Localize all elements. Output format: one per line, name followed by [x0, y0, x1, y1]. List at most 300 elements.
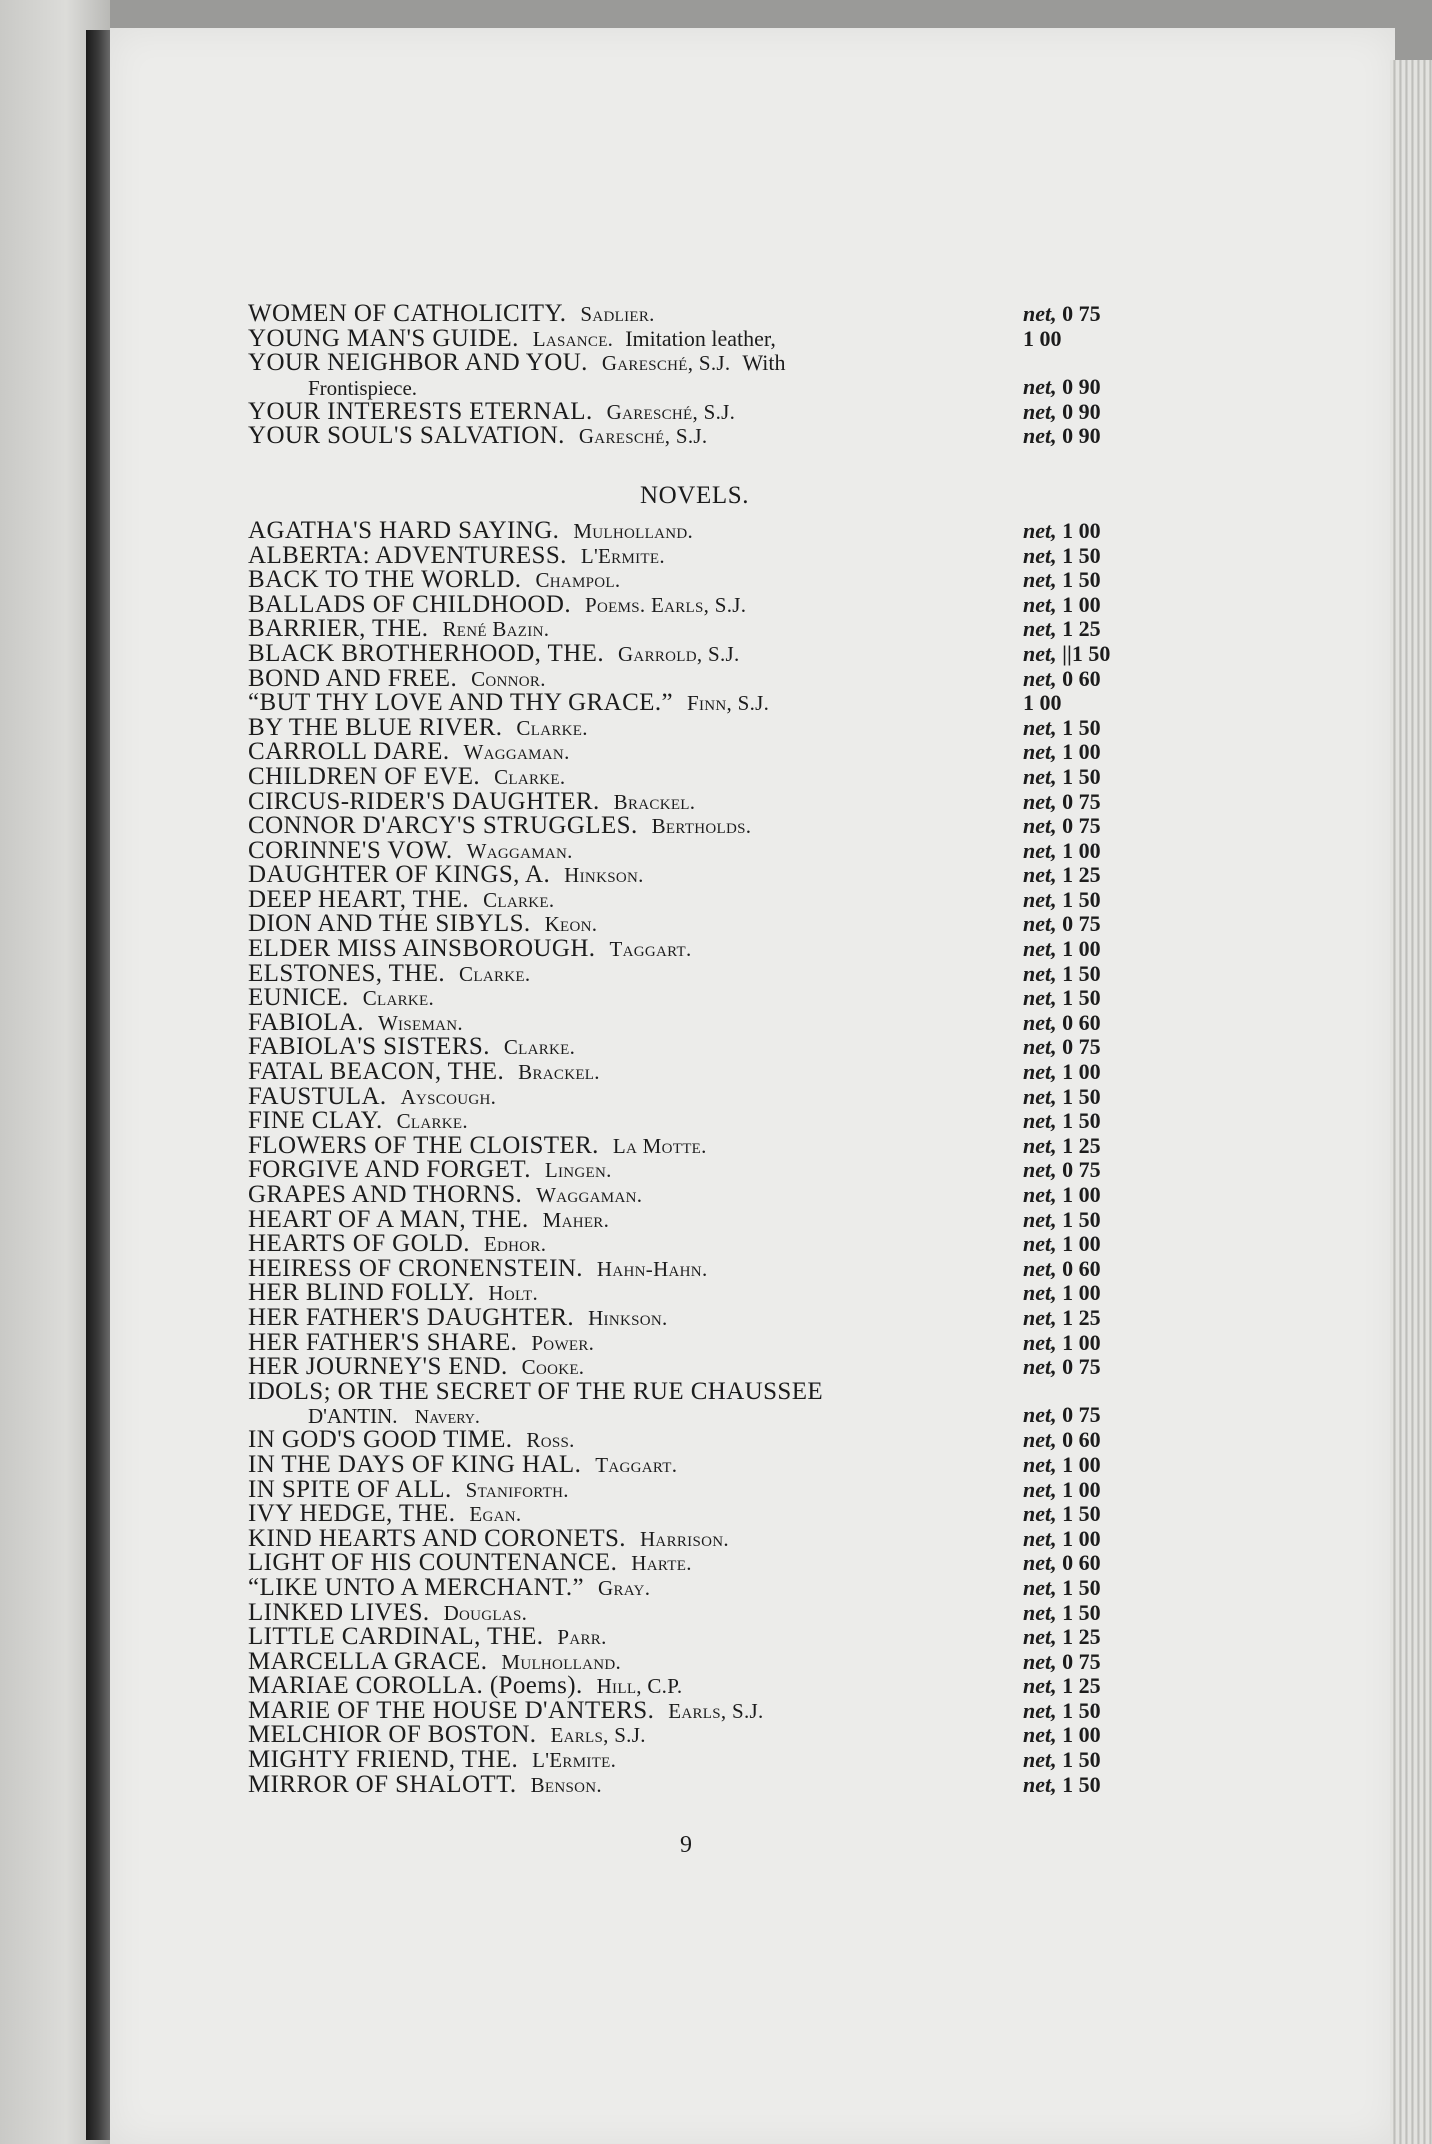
entry-title: AGATHA'S HARD SAYING. — [248, 516, 560, 544]
entry-net: net, — [1023, 1476, 1057, 1502]
catalog-entry — [248, 1475, 1178, 1503]
entry-author: Hinkson. — [588, 1305, 668, 1330]
entry-author: Keon. — [544, 912, 598, 937]
catalog-entry — [248, 863, 1178, 888]
entry-title: FLOWERS OF THE CLOISTER. — [248, 1131, 599, 1159]
entry-price-value: 1 00 — [1062, 936, 1101, 962]
catalog-entry — [248, 1232, 1178, 1257]
entry-title: DAUGHTER OF KINGS, A. — [248, 861, 551, 889]
entry-price-value: 1 00 — [1062, 837, 1101, 863]
entry-net: net, — [1023, 591, 1057, 617]
entry-price — [1023, 1576, 1101, 1601]
entry-net: net, — [1023, 739, 1057, 765]
entry-price — [1023, 691, 1062, 716]
entry-title: LITTLE CARDINAL, THE. — [248, 1623, 544, 1651]
section-heading-novels: NOVELS. — [640, 481, 750, 509]
entry-price — [1023, 1060, 1101, 1085]
entry-author: Clarke. — [483, 887, 555, 912]
entry-author: Clarke. — [494, 764, 566, 789]
page-stack-edges — [1390, 60, 1432, 2144]
entry-price-value: 1 25 — [1062, 862, 1101, 888]
entry-title: FORGIVE AND FORGET. — [248, 1156, 531, 1184]
entry-author: Waggaman. — [466, 838, 573, 863]
entry-author: Lingen. — [544, 1158, 612, 1183]
entry-net: net, — [1023, 763, 1057, 789]
entry-price — [1023, 400, 1101, 425]
entry-title: EUNICE. — [248, 984, 349, 1012]
catalog-entry — [248, 324, 1178, 352]
entry-title: IN THE DAYS OF KING HAL. — [248, 1450, 582, 1478]
entry-title: HER BLIND FOLLY. — [248, 1279, 475, 1307]
entry-net: net, — [1023, 1182, 1057, 1207]
entry-net: net, — [1023, 1255, 1057, 1281]
catalog-entry — [248, 1748, 1178, 1773]
entry-net: net, — [1023, 788, 1057, 814]
entry-title: HEARTS OF GOLD. — [248, 1230, 470, 1258]
entry-net: net, — [1023, 1034, 1057, 1060]
entry-net: net, — [1023, 1206, 1057, 1232]
entry-price — [1023, 765, 1101, 790]
entry-price-value: 1 00 — [1062, 1476, 1101, 1502]
entry-price-value: 1 50 — [1062, 1501, 1101, 1527]
entry-author: Taggart. — [609, 937, 692, 962]
entry-price-value: 1 50 — [1062, 1771, 1101, 1797]
entry-price-value: 0 90 — [1062, 373, 1101, 399]
entry-title: DEEP HEART, THE. — [248, 885, 470, 913]
entry-title: CONNOR D'ARCY'S STRUGGLES. — [248, 812, 638, 840]
entry-author: Garesché, S.J. — [601, 351, 731, 376]
entry-price-value: 0 60 — [1062, 1255, 1101, 1281]
entry-price — [1023, 1134, 1101, 1159]
entry-price — [1023, 1281, 1101, 1306]
entry-net: net, — [1023, 1673, 1057, 1699]
entry-net: net, — [1023, 1697, 1057, 1723]
entry-net: net, — [1023, 1329, 1057, 1355]
entry-title: YOUNG MAN'S GUIDE. — [248, 324, 519, 352]
entry-note: With — [742, 350, 786, 376]
entry-net: net, — [1023, 1108, 1057, 1134]
entry-net: net, — [1023, 1451, 1057, 1477]
entry-title: ALBERTA: ADVENTURESS. — [248, 541, 567, 569]
entry-price — [1023, 716, 1101, 741]
entry-price — [1023, 1085, 1101, 1110]
catalog-entry — [248, 1109, 1178, 1134]
catalog-entry — [248, 1082, 1178, 1110]
catalog-entry — [248, 912, 1178, 937]
entry-note: Imitation leather, — [625, 325, 776, 351]
catalog-entry — [248, 1008, 1178, 1036]
catalog-entry — [248, 814, 1178, 839]
entry-price — [1023, 1723, 1101, 1748]
catalog-entry — [248, 1355, 1178, 1380]
entry-price — [1023, 1109, 1101, 1134]
entry-author: Waggaman. — [536, 1183, 643, 1207]
entry-title: CIRCUS-RIDER'S DAUGHTER. — [248, 787, 600, 815]
catalog-entry — [248, 762, 1178, 790]
entry-price-value: 1 50 — [1062, 886, 1101, 912]
entry-price-value: 0 75 — [1062, 1402, 1101, 1428]
entry-price — [1023, 667, 1101, 692]
entry-price-value: 1 00 — [1062, 591, 1101, 617]
entry-author: Hahn-Hahn. — [596, 1256, 708, 1281]
entry-price — [1023, 1035, 1101, 1060]
entry-title: IN SPITE OF ALL. — [248, 1475, 452, 1503]
entry-net: net, — [1023, 1525, 1057, 1551]
entry-price — [1023, 1232, 1101, 1257]
entry-price-value: 0 75 — [1062, 788, 1101, 814]
entry-continuation-text: D'ANTIN. — [308, 1404, 398, 1429]
entry-price-value: 1 50 — [1062, 1747, 1101, 1773]
entry-title: FAUSTULA. — [248, 1082, 387, 1110]
entry-title: FABIOLA. — [248, 1008, 364, 1036]
catalog-entry — [248, 1205, 1178, 1233]
entry-price-value: 1 00 — [1062, 1451, 1101, 1477]
entry-title: IVY HEDGE, THE. — [248, 1500, 456, 1528]
entry-net: net, — [1023, 1083, 1057, 1109]
entry-title: BACK TO THE WORLD. — [248, 566, 522, 594]
entry-price — [1023, 962, 1101, 987]
entry-title: LIGHT OF HIS COUNTENANCE. — [248, 1549, 618, 1577]
catalog-entry — [248, 351, 1178, 376]
entry-net: net, — [1023, 301, 1057, 326]
catalog-entry — [248, 664, 1178, 692]
entry-net: net, — [1023, 1648, 1057, 1674]
catalog-entry — [248, 1696, 1178, 1724]
entry-price — [1023, 1158, 1101, 1183]
entry-price-value: ||1 50 — [1062, 640, 1111, 666]
catalog-entry-wrapped-novel — [248, 1404, 1178, 1428]
entry-price-value: 1 25 — [1062, 1132, 1101, 1158]
entry-price — [1023, 302, 1101, 327]
catalog-entry — [248, 1770, 1178, 1798]
catalog-entry — [248, 424, 1178, 449]
entry-title: KIND HEARTS AND CORONETS. — [248, 1524, 626, 1552]
entry-title: CHILDREN OF EVE. — [248, 762, 481, 790]
entry-price — [1023, 374, 1101, 400]
entry-price-value: 1 00 — [1062, 1059, 1101, 1085]
page-number: 9 — [680, 1832, 692, 1858]
entry-title: FATAL BEACON, THE. — [248, 1058, 505, 1086]
entry-price — [1023, 617, 1101, 642]
catalog-entry — [248, 1598, 1178, 1626]
entry-price-value: 1 50 — [1062, 542, 1101, 568]
catalog-entry — [248, 1131, 1178, 1159]
entry-author: Edhor. — [483, 1232, 547, 1257]
entry-title: HEIRESS OF CRONENSTEIN. — [248, 1254, 583, 1282]
entry-price — [1023, 1428, 1101, 1453]
entry-net: net, — [1023, 1771, 1057, 1797]
catalog-entry — [248, 397, 1178, 425]
entry-price-value: 1 25 — [1062, 616, 1101, 642]
entry-title: IN GOD'S GOOD TIME. — [248, 1426, 513, 1454]
entry-price — [1023, 888, 1101, 913]
entry-net: net, — [1023, 1550, 1057, 1576]
entry-title: BARRIER, THE. — [248, 615, 429, 643]
entry-price-value: 1 00 — [1023, 690, 1062, 716]
catalog-entry — [248, 1625, 1178, 1650]
entry-title: YOUR INTERESTS ETERNAL. — [248, 397, 593, 425]
entry-price — [1023, 1625, 1101, 1650]
entry-price-value: 0 75 — [1062, 1648, 1101, 1674]
entry-net: net, — [1023, 1231, 1057, 1257]
entry-price-value: 1 25 — [1062, 1673, 1101, 1699]
catalog-entry — [248, 1158, 1178, 1183]
entry-price-value: 1 50 — [1062, 1083, 1101, 1109]
entry-net: net, — [1023, 542, 1057, 568]
entry-author: Earls, S.J. — [668, 1698, 764, 1723]
entry-net: net, — [1023, 398, 1057, 424]
entry-author: L'Ermite. — [580, 543, 665, 568]
entry-price — [1023, 1699, 1101, 1724]
entry-price-value: 1 00 — [1062, 517, 1101, 543]
entry-author: Power. — [531, 1330, 595, 1355]
entry-price — [1023, 544, 1101, 569]
entry-price-value: 1 50 — [1062, 1206, 1101, 1232]
entry-author: Gray. — [598, 1575, 651, 1600]
catalog-entry — [248, 568, 1178, 593]
entry-net: net, — [1023, 1501, 1057, 1527]
entry-author: Bertholds. — [651, 814, 752, 839]
catalog-entry — [248, 1674, 1178, 1699]
entry-price — [1023, 1601, 1101, 1626]
catalog-entry — [248, 1060, 1178, 1085]
entry-price-value: 1 50 — [1062, 714, 1101, 740]
entry-net: net, — [1023, 517, 1057, 543]
entry-title: DION AND THE SIBYLS. — [248, 910, 531, 938]
entry-title: “BUT THY LOVE AND THY GRACE.” — [248, 689, 674, 717]
entry-price — [1023, 1257, 1101, 1282]
entry-author: Egan. — [469, 1502, 522, 1527]
entry-author: Mulholland. — [573, 518, 694, 543]
catalog-entry-wrapped — [248, 373, 1178, 400]
entry-net: net, — [1023, 616, 1057, 642]
entry-author: Cooke. — [521, 1355, 585, 1380]
entry-title: IDOLS; OR THE SECRET OF THE RUE CHAUSSEE — [248, 1377, 824, 1405]
entry-title: HER FATHER'S DAUGHTER. — [248, 1303, 575, 1331]
entry-net: net, — [1023, 886, 1057, 912]
entry-author: Staniforth. — [465, 1477, 569, 1502]
entry-title: HER FATHER'S SHARE. — [248, 1328, 518, 1356]
entry-price-value: 1 25 — [1062, 1304, 1101, 1330]
entry-price — [1023, 863, 1101, 888]
entry-price — [1023, 912, 1101, 937]
entry-author: Champol. — [535, 568, 621, 593]
catalog-entry — [248, 1573, 1178, 1601]
entry-author: Taggart. — [595, 1452, 678, 1477]
catalog-entry — [248, 959, 1178, 987]
catalog-entry — [248, 937, 1178, 962]
entry-net: net, — [1023, 1599, 1057, 1625]
entry-author: Clarke. — [516, 715, 588, 740]
entry-author: Harrison. — [639, 1526, 729, 1551]
entry-price — [1023, 740, 1101, 765]
catalog-entry — [248, 740, 1178, 765]
entry-price-value: 0 75 — [1062, 813, 1101, 839]
entry-author: Finn, S.J. — [687, 691, 770, 716]
entry-title: MELCHIOR OF BOSTON. — [248, 1721, 537, 1749]
entry-author: Garesché, S.J. — [578, 424, 708, 449]
entry-author: Garrold, S.J. — [617, 641, 740, 666]
entry-price — [1023, 1650, 1101, 1675]
entry-author: Brackel. — [613, 789, 696, 814]
entry-author: Navery. — [414, 1406, 480, 1429]
entry-net: net, — [1023, 665, 1057, 691]
entry-title: YOUR SOUL'S SALVATION. — [248, 422, 565, 450]
entry-net: net, — [1023, 1722, 1057, 1748]
entry-title: MIRROR OF SHALOTT. — [248, 1770, 517, 1798]
entry-price — [1023, 1183, 1101, 1208]
entry-author: Benson. — [530, 1772, 602, 1797]
entry-price-value: 1 50 — [1062, 1574, 1101, 1600]
entry-author: René Bazin. — [442, 617, 550, 642]
entry-price — [1023, 1478, 1101, 1503]
entry-author: L'Ermite. — [532, 1748, 617, 1773]
entry-price-value: 0 60 — [1062, 1009, 1101, 1035]
entry-author: Lasance. — [532, 326, 614, 351]
catalog-entry — [248, 1035, 1178, 1060]
entry-price-value: 0 60 — [1062, 665, 1101, 691]
entry-author: Clarke. — [459, 961, 531, 986]
entry-price-value: 1 00 — [1023, 325, 1062, 351]
entry-net: net, — [1023, 837, 1057, 863]
catalog-list — [248, 302, 1178, 1797]
entry-author: La Motte. — [612, 1133, 707, 1158]
catalog-entry — [248, 1328, 1178, 1356]
entry-price-value: 1 50 — [1062, 1697, 1101, 1723]
entry-author: Mulholland. — [501, 1649, 622, 1674]
entry-net: net, — [1023, 813, 1057, 839]
entry-net: net, — [1023, 862, 1057, 888]
entry-price-value: 1 00 — [1062, 1329, 1101, 1355]
entry-title: FABIOLA'S SISTERS. — [248, 1033, 490, 1061]
entry-continuation-text: Frontispiece. — [308, 375, 418, 400]
entry-author: Ayscough. — [400, 1084, 497, 1109]
entry-price — [1023, 1453, 1101, 1478]
entry-price — [1023, 1306, 1101, 1331]
entry-price — [1023, 1551, 1101, 1576]
entry-author: Clarke. — [503, 1035, 576, 1060]
entry-price — [1023, 1331, 1101, 1356]
entry-price — [1023, 1208, 1101, 1233]
catalog-entry — [248, 1524, 1178, 1552]
catalog-entry — [248, 639, 1178, 667]
entry-title: MIGHTY FRIEND, THE. — [248, 1746, 519, 1774]
entry-price — [1023, 839, 1101, 864]
entry-price-value: 1 00 — [1062, 1182, 1101, 1207]
catalog-entry — [248, 1647, 1178, 1675]
catalog-entry — [248, 691, 1178, 716]
entry-net: net, — [1023, 1354, 1057, 1380]
catalog-entry — [248, 836, 1178, 864]
entry-title: CORINNE'S VOW. — [248, 836, 453, 864]
entry-price — [1023, 937, 1101, 962]
entry-net: net, — [1023, 911, 1057, 937]
entry-title: MARCELLA GRACE. — [248, 1647, 488, 1675]
catalog-entry — [248, 541, 1178, 569]
novels-list-a — [248, 516, 1178, 1381]
entry-author: Maher. — [542, 1207, 610, 1232]
entry-title: GRAPES AND THORNS. — [248, 1181, 523, 1208]
entry-author: Clarke. — [362, 986, 435, 1011]
entry-price — [1023, 790, 1101, 815]
entry-author: Sadlier. — [580, 302, 655, 326]
entry-price — [1023, 1748, 1101, 1773]
entry-price-value: 0 90 — [1062, 398, 1101, 424]
entry-net: net, — [1023, 985, 1057, 1011]
catalog-section-top-b — [248, 397, 1178, 450]
entry-net: net, — [1023, 1427, 1057, 1453]
catalog-entry — [248, 1281, 1178, 1306]
entry-title: BOND AND FREE. — [248, 664, 458, 692]
entry-price-value: 1 25 — [1062, 1624, 1101, 1650]
entry-author: Holt. — [488, 1281, 539, 1306]
entry-net: net, — [1023, 423, 1057, 449]
entry-net: net, — [1023, 1280, 1057, 1306]
entry-price-value: 0 60 — [1062, 1550, 1101, 1576]
entry-price-value: 1 50 — [1062, 1108, 1101, 1134]
entry-price — [1023, 1355, 1101, 1380]
catalog-entry — [248, 1450, 1178, 1478]
entry-author: Connor. — [471, 666, 546, 691]
entry-title: BY THE BLUE RIVER. — [248, 713, 503, 741]
entry-author: Brackel. — [518, 1060, 600, 1085]
catalog-entry — [248, 1502, 1178, 1527]
entry-author: Ross. — [526, 1428, 575, 1453]
novels-list-b — [248, 1428, 1178, 1797]
catalog-entry — [248, 590, 1178, 618]
catalog-entry — [248, 1723, 1178, 1748]
entry-price-value: 1 50 — [1062, 567, 1101, 593]
entry-title: BALLADS OF CHILDHOOD. — [248, 590, 571, 618]
entry-author: Hill, C.P. — [596, 1674, 683, 1699]
entry-net: net, — [1023, 714, 1057, 740]
entry-net: net, — [1023, 1747, 1057, 1773]
catalog-entry — [248, 1254, 1178, 1282]
entry-author: Clarke. — [396, 1109, 468, 1134]
entry-author: Poems. Earls, S.J. — [585, 592, 747, 617]
entry-title: LINKED LIVES. — [248, 1598, 430, 1626]
entry-price — [1023, 1527, 1101, 1552]
catalog-entry — [248, 516, 1178, 544]
entry-price-value: 1 50 — [1062, 1599, 1101, 1625]
catalog-entry — [248, 713, 1178, 741]
entry-price — [1023, 1502, 1101, 1527]
entry-net: net, — [1023, 373, 1057, 399]
entry-price — [1023, 1674, 1101, 1699]
catalog-entry — [248, 617, 1178, 642]
entry-price-value: 1 50 — [1062, 985, 1101, 1011]
entry-price — [1023, 568, 1101, 593]
catalog-entry — [248, 986, 1178, 1011]
entry-title: “LIKE UNTO A MERCHANT.” — [248, 1573, 585, 1601]
entry-net: net, — [1023, 567, 1057, 593]
entry-net: net, — [1023, 1132, 1057, 1158]
catalog-entry — [248, 1303, 1178, 1331]
entry-net: net, — [1023, 1304, 1057, 1330]
entry-price — [1023, 1011, 1101, 1036]
entry-price-value: 1 50 — [1062, 960, 1101, 986]
entry-price-value: 1 00 — [1062, 1280, 1101, 1306]
entry-author: Earls, S.J. — [550, 1723, 646, 1748]
entry-title: CARROLL DARE. — [248, 738, 450, 766]
entry-net: net, — [1023, 1059, 1057, 1085]
entry-title: YOUR NEIGHBOR AND YOU. — [248, 349, 588, 377]
entry-title: MARIE OF THE HOUSE D'ANTERS. — [248, 1696, 655, 1724]
entry-price-value: 0 75 — [1062, 301, 1101, 326]
entry-price-value: 0 75 — [1062, 1157, 1101, 1183]
entry-author: Wiseman. — [377, 1010, 463, 1035]
entry-title: MARIAE COROLLA. (Poems). — [248, 1672, 583, 1700]
